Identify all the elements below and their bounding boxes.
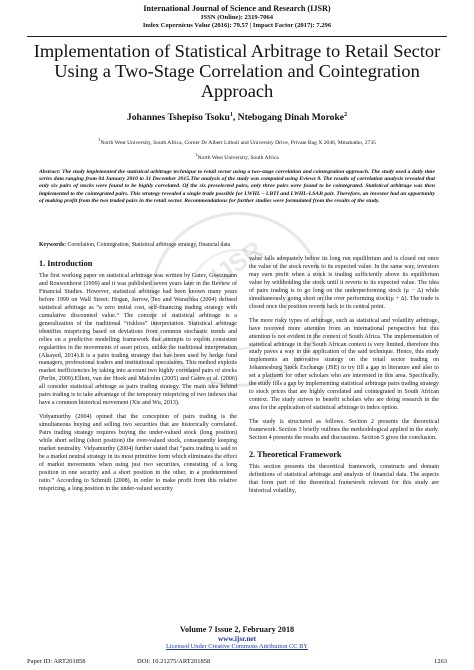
journal-header	[0, 4, 474, 30]
paragraph: The first working paper on statistical arbitrage was written by Gatev, Goetzmann and Rouwenhorst (1999) and it was published seven years later in the Review of Financial Studies. However, statistical arbitrage had been known many years before 1999 on Wall Street: Hogan, Jarrow, Teo and Warachka (2004) defined statistical arbitrage as “a zero initial cost, self-financing trading strategy with cumulative discounted value.” The concept of statistical arbitrage is a generalization of the traditional “riskless” interpretation. Statistical arbitrage identifies mispricing based on deviations from common stochastic trends and relies on a predictive modelling framework that attempts to exploit consistent regularities in the movements of asset prices, unlike the traditional interpretation (Alsayed, 2014).It is a pairs trading strategy that has been used by hedge fund managers, professional traders and institutional speculators. This method exploits market inefficiencies by taking into account two highly correlated pairs of stocks (Perlin, 2009).Elliott, van der Hoek and Malcolm (2005) and Gatev et al. (2006) all consider statistical arbitrage as pairs trading strategy. The main idea behind pairs trading is to take advantage of the temporary mispricing of two indexes that have a common historical movement (Xie and Wu, 2013).	[39, 273, 237, 407]
paragraph: The study is structured as follows. Section 2 presents the theoretical framework. Section 3 briefly outlines the methodological applied in the study. Section 4 presents the results and discussions. Section 5 gives the conclusion.	[249, 419, 439, 442]
keywords-label: Keywords:	[39, 242, 67, 248]
section-heading: 2. Theoretical Framework	[249, 449, 342, 459]
affiliation-2	[0, 151, 474, 162]
keywords-text: Correlation, Cointegration, Statistical arbitrage strategy, financial data	[66, 242, 231, 248]
author-name: Johannes Tshepiso Tsoku	[126, 112, 230, 124]
license-link[interactable]: Licensed Under Creative Commons Attribution CC BY	[166, 643, 308, 650]
paragraph: This section presents the theoretical framework, constructs and domain definitions of statistical arbitrage and analysis of financial data. The aspects that form part of the theoretical framework relevant for this study are historical volatility,	[249, 463, 439, 494]
doi: DOI: 10.21275/ART201858	[137, 658, 211, 665]
watermark-text: IJSR	[206, 235, 269, 291]
author-sup: 2	[344, 112, 348, 118]
abstract-label: Abstract:	[39, 169, 61, 175]
affiliation-text: North West University, South Africa	[197, 154, 279, 161]
affiliation-sup: 1	[98, 137, 101, 142]
journal-title: International Journal of Science and Research (IJSR)	[143, 4, 331, 13]
author-line: Johannes Tshepiso Tsoku$^1$, Ntebogang Dinah Moroke$^2$	[126, 112, 348, 124]
keywords	[39, 242, 435, 249]
journal-index: Index Copernicus Value (2016): 79.57 | Impact Factor (2017): 7.296	[142, 22, 332, 29]
journal-issn: ISSN (Online): 2319-7064	[200, 14, 274, 21]
section-heading: 1. Introduction	[39, 259, 93, 268]
header-divider	[27, 36, 447, 37]
author-name: Ntebogang Dinah Moroke	[237, 112, 345, 124]
affiliation-text: North West University, South Africa, Corner Dr Albert Lithuli and University Drive, Private Bag X 2046, Mmabatho, 2735	[100, 139, 376, 146]
abstract-text: The study implemented the statistical arbitrage technique to retail sector using a two-stage correlation and cointegration approach. The study used a daily time series data ranging from 04 January 2010 to 31 December 2015.The analysis of the study was computed using Eviews 9. The results of correlation analysis revealed that only six pairs of stocks were found to be highly correlated. Of the six preselected pairs, only three pairs were found to be cointegrated. Statistical arbitrage was then implemented to the cointegrated pairs. This strategy revealed a single trade possible for LWHL – LBTI and LWHL-LSAB pair. Therefore, an investor had an opportunity of making profit from the two traded pairs in the retail sector. Recommendations for further studies were formulated from the results of the study.	[39, 169, 435, 204]
page-number: 1263	[434, 658, 447, 665]
journal-footer	[0, 625, 474, 651]
left-column	[39, 256, 237, 500]
paragraph: The more risky types of arbitrage, such as statistical and volatility arbitrage, have received more attention from an international perspective but this attention is not evident in the context of South Africa. The implementation of statistical arbitrage in the South African context is very limited, therefore this study paves a way in the application of the said technique. Hence, this study implements an innovative strategy on the retail sector trading on Johannesburg Stock Exchange (JSE) to try fill a gap in literature and also to set a platform for other scholars who are interested in this area. Specifically, the study fills a gap by implementing statistical arbitrage pairs trading strategy to stock prices that are highly correlated and cointegrated in South African context. The study strives to benefit scholars who are doing research in the area for the application of statistical arbitrage to index option.	[249, 317, 439, 412]
abstract	[39, 169, 435, 205]
paper-title: Implementation of Statistical Arbitrage to Retail Sector Using a Two-Stage Correlation and Cointegration Approach	[33, 41, 441, 101]
paragraph: Vidyamurthy (2004) opined that the conception of pairs trading is the simultaneous buying and selling two securities that are historically correlated. Pairs trading strategy requires buying the under-valued stock (long position) while short selling (short position) the over-valued stock, consequently keeping market neutrality. Vidyamurthy (2004) further stated that “pairs trading is said to be a market neutral strategy in its most primitive form which eliminates the effect of market movements when using just two securities, consisting of a long position in one security and a short position in the other, in a predetermined ratio.” According to Schmidt (2008), in order to make profit from this relative mispricing, a long position in the under-valued security	[39, 414, 237, 492]
author-sup: 1	[229, 112, 233, 118]
paper-id: Paper ID: ART201858	[27, 658, 86, 665]
right-column	[249, 256, 439, 502]
affiliation-1	[0, 136, 474, 147]
volume-issue: Volume 7 Issue 2, February 2018	[179, 625, 295, 634]
affiliation-sup: 2	[195, 152, 198, 157]
journal-website-link[interactable]: www.ijsr.net	[217, 635, 257, 643]
paragraph: value falls adequately below its long run equilibrium and is closed out once the value of the stock reverts to its expected value. In the same way, investors may earn profit when a stock is trading sufficiently above its equilibrium value by withholding the stock until it reverts to its expected value. The idea of pairs trading is to go long on the underperforming stock (μ − Δ) while simultaneously going short on the over performing stock(μ + Δ). The trade is closed once the position reverts back to its central point.	[249, 256, 439, 310]
